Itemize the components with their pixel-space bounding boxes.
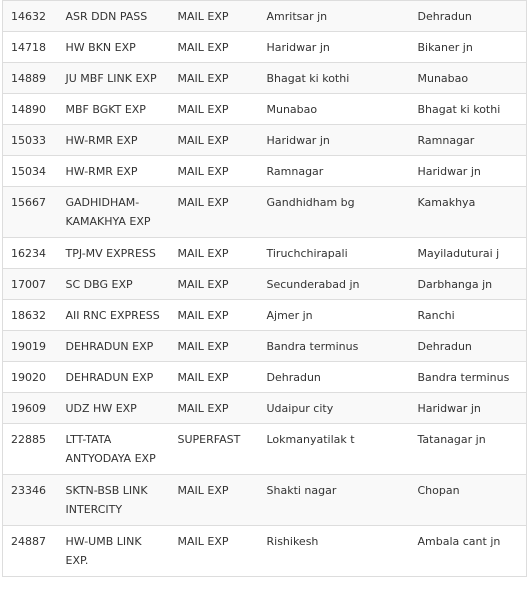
train-type-cell: MAIL EXP xyxy=(170,125,259,156)
to-station-cell: Mayiladuturai j xyxy=(410,238,527,269)
train-name-cell: AII RNC EXPRESS xyxy=(58,300,170,331)
train-name-cell: SC DBG EXP xyxy=(58,269,170,300)
train-number-cell: 19019 xyxy=(3,331,58,362)
train-name-cell: TPJ-MV EXPRESS xyxy=(58,238,170,269)
table-row xyxy=(3,187,527,238)
to-station-cell: Haridwar jn xyxy=(410,393,527,424)
from-station-cell: Udaipur city xyxy=(259,393,410,424)
table-row xyxy=(3,393,527,424)
table-row xyxy=(3,32,527,63)
train-number-cell: 15667 xyxy=(3,187,58,238)
train-name-cell: JU MBF LINK EXP xyxy=(58,63,170,94)
table-row xyxy=(3,94,527,125)
train-number-cell: 15033 xyxy=(3,125,58,156)
from-station-cell: Tiruchchirapali xyxy=(259,238,410,269)
to-station-cell: Kamakhya xyxy=(410,187,527,238)
train-number-cell: 16234 xyxy=(3,238,58,269)
train-number-cell: 24887 xyxy=(3,526,58,577)
train-type-cell: MAIL EXP xyxy=(170,300,259,331)
train-name-cell: HW BKN EXP xyxy=(58,32,170,63)
train-name-cell: HW-RMR EXP xyxy=(58,156,170,187)
train-type-cell: SUPERFAST xyxy=(170,424,259,475)
train-name-cell: SKTN-BSB LINK INTERCITY xyxy=(58,475,170,526)
train-type-cell: MAIL EXP xyxy=(170,1,259,32)
table-row xyxy=(3,1,527,32)
train-number-cell: 14718 xyxy=(3,32,58,63)
table-row xyxy=(3,475,527,526)
train-number-cell: 14890 xyxy=(3,94,58,125)
train-name-cell: ASR DDN PASS xyxy=(58,1,170,32)
train-number-cell: 22885 xyxy=(3,424,58,475)
train-name-cell: HW-UMB LINK EXP. xyxy=(58,526,170,577)
train-type-cell: MAIL EXP xyxy=(170,526,259,577)
train-type-cell: MAIL EXP xyxy=(170,238,259,269)
to-station-cell: Ramnagar xyxy=(410,125,527,156)
to-station-cell: Bhagat ki kothi xyxy=(410,94,527,125)
table-row xyxy=(3,331,527,362)
table-row xyxy=(3,63,527,94)
table-row xyxy=(3,238,527,269)
trains-table-body xyxy=(3,1,527,577)
train-type-cell: MAIL EXP xyxy=(170,187,259,238)
to-station-cell: Darbhanga jn xyxy=(410,269,527,300)
table-row xyxy=(3,300,527,331)
train-number-cell: 19020 xyxy=(3,362,58,393)
train-name-cell: DEHRADUN EXP xyxy=(58,331,170,362)
to-station-cell: Dehradun xyxy=(410,1,527,32)
train-number-cell: 15034 xyxy=(3,156,58,187)
to-station-cell: Chopan xyxy=(410,475,527,526)
train-name-cell: MBF BGKT EXP xyxy=(58,94,170,125)
train-number-cell: 23346 xyxy=(3,475,58,526)
train-number-cell: 14889 xyxy=(3,63,58,94)
table-row xyxy=(3,362,527,393)
table-row xyxy=(3,269,527,300)
from-station-cell: Ajmer jn xyxy=(259,300,410,331)
from-station-cell: Bhagat ki kothi xyxy=(259,63,410,94)
from-station-cell: Ramnagar xyxy=(259,156,410,187)
from-station-cell: Munabao xyxy=(259,94,410,125)
train-number-cell: 14632 xyxy=(3,1,58,32)
train-name-cell: DEHRADUN EXP xyxy=(58,362,170,393)
train-number-cell: 19609 xyxy=(3,393,58,424)
train-name-cell: HW-RMR EXP xyxy=(58,125,170,156)
to-station-cell: Haridwar jn xyxy=(410,156,527,187)
train-type-cell: MAIL EXP xyxy=(170,362,259,393)
trains-table-container xyxy=(2,0,526,577)
train-type-cell: MAIL EXP xyxy=(170,331,259,362)
to-station-cell: Ranchi xyxy=(410,300,527,331)
table-row xyxy=(3,156,527,187)
to-station-cell: Dehradun xyxy=(410,331,527,362)
train-name-cell: LTT-TATA ANTYODAYA EXP xyxy=(58,424,170,475)
from-station-cell: Bandra terminus xyxy=(259,331,410,362)
train-type-cell: MAIL EXP xyxy=(170,393,259,424)
train-name-cell: GADHIDHAM-KAMAKHYA EXP xyxy=(58,187,170,238)
train-type-cell: MAIL EXP xyxy=(170,269,259,300)
from-station-cell: Rishikesh xyxy=(259,526,410,577)
from-station-cell: Secunderabad jn xyxy=(259,269,410,300)
to-station-cell: Munabao xyxy=(410,63,527,94)
to-station-cell: Tatanagar jn xyxy=(410,424,527,475)
train-type-cell: MAIL EXP xyxy=(170,32,259,63)
to-station-cell: Bandra terminus xyxy=(410,362,527,393)
train-type-cell: MAIL EXP xyxy=(170,475,259,526)
from-station-cell: Shakti nagar xyxy=(259,475,410,526)
train-type-cell: MAIL EXP xyxy=(170,156,259,187)
train-name-cell: UDZ HW EXP xyxy=(58,393,170,424)
from-station-cell: Lokmanyatilak t xyxy=(259,424,410,475)
table-row xyxy=(3,125,527,156)
train-type-cell: MAIL EXP xyxy=(170,94,259,125)
from-station-cell: Gandhidham bg xyxy=(259,187,410,238)
train-type-cell: MAIL EXP xyxy=(170,63,259,94)
table-row xyxy=(3,424,527,475)
from-station-cell: Dehradun xyxy=(259,362,410,393)
train-number-cell: 17007 xyxy=(3,269,58,300)
from-station-cell: Haridwar jn xyxy=(259,125,410,156)
to-station-cell: Bikaner jn xyxy=(410,32,527,63)
from-station-cell: Haridwar jn xyxy=(259,32,410,63)
table-row xyxy=(3,526,527,577)
trains-table xyxy=(2,0,527,577)
from-station-cell: Amritsar jn xyxy=(259,1,410,32)
train-number-cell: 18632 xyxy=(3,300,58,331)
to-station-cell: Ambala cant jn xyxy=(410,526,527,577)
